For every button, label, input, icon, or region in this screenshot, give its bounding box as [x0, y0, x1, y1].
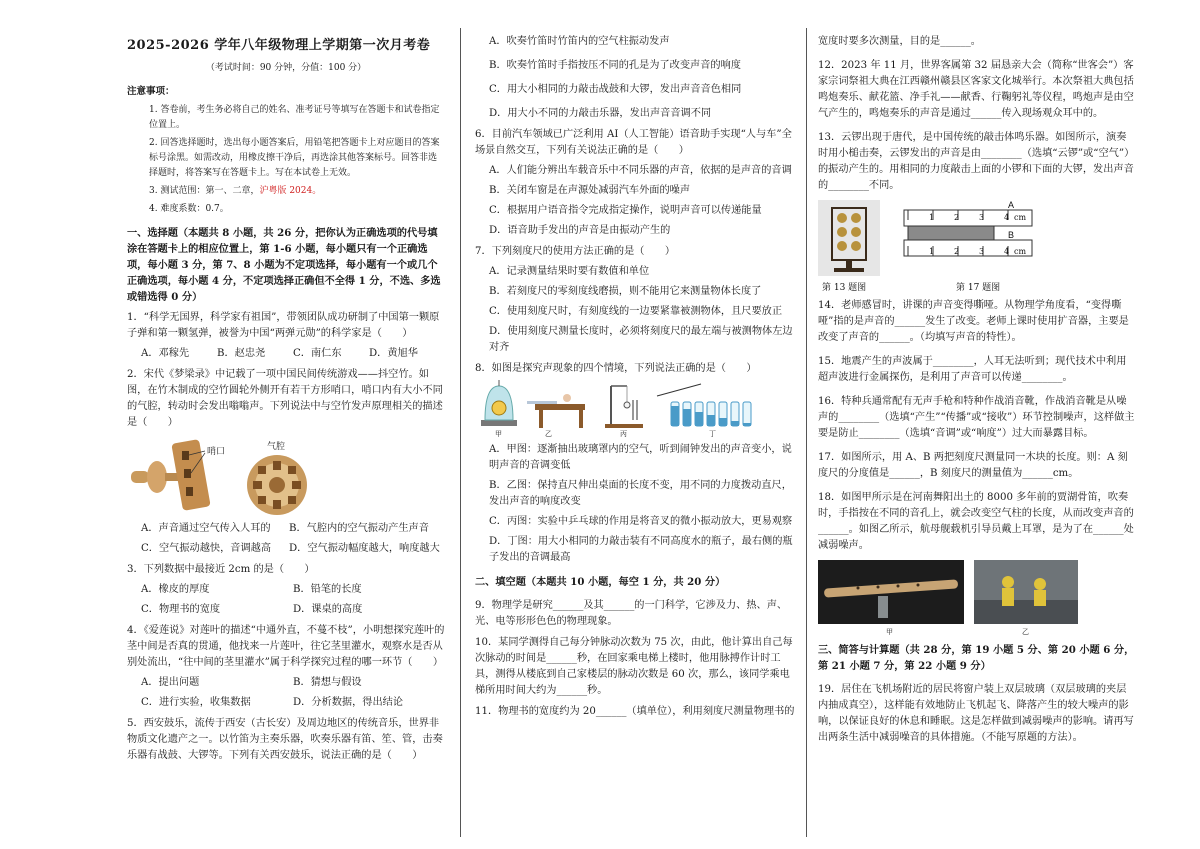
question-19: 19．居住在飞机场附近的居民将窗户装上双层玻璃（双层玻璃的夹层内抽成真空），这样能有效地防止飞机起飞、降落产生的较大噪声的影响，以保证良好的休息和睡眠。这是怎样做到减弱噪声的影响。请再写出两条生活中减弱噪音的具体措施。（不能写原题的方法）。	[818, 684, 1134, 743]
question-6: 6．目前汽车领域已广泛利用 AI（人工智能）语音助手实现“人与车”全场景自然交互，下列有关说法正确的是（ ）	[475, 129, 792, 156]
option-d: D．空气振动幅度越大，响度越大	[289, 543, 440, 554]
option-a: A．橡皮的厚度	[141, 584, 210, 595]
ruler-a-unit: cm	[1014, 213, 1027, 222]
option-d: D．黄旭华	[369, 348, 418, 359]
notes-heading: 注意事项：	[127, 86, 175, 97]
option-c: C．根据用户语音指令完成指定操作，说明声音可以传递能量	[489, 205, 762, 216]
diabolo-illustration	[127, 435, 445, 517]
exam-title: 2025-2026 学年八年级物理上学期第一次月考卷	[127, 38, 431, 53]
column-divider	[806, 28, 807, 837]
question-17: 17．如图所示，用 A、B 两把刻度尺测量同一木块的长度。则：A 刻度尺的分度值是______，B 刻度尺的测量值为______cm。	[818, 452, 1128, 479]
question-3-options-row1	[127, 582, 445, 598]
option-c: C．空气振动越快，音调越高	[141, 543, 272, 554]
ruler-b-tick-2: 2	[954, 247, 960, 256]
ruler-b	[904, 240, 1032, 256]
ruler-b-tick-1: 1	[929, 247, 935, 256]
option-c: C．丙图：实验中乒乓球的作用是将音叉的微小振动放大，更易观察	[489, 516, 793, 527]
option-c: C．使用刻度尺时，有刻度线的一边要紧靠被测物体，且尺要放正	[489, 306, 783, 317]
question-13: 13．云锣出现于唐代，是中国传统的敲击体鸣乐器。如图所示，演奏时用小槌击奏，云锣发出的声音是由________（选填“云锣”或“空气”）的振动产生的。用相同的力度敲击上面的小锣和下面的大锣，发出声音的________不同。	[818, 132, 1135, 191]
note-1: 1. 答卷前，考生务必将自己的姓名、准考证号等填写在答题卡和试卷指定位置上。	[149, 105, 440, 130]
column-2	[475, 0, 795, 849]
ruler-a-tick-2: 2	[954, 213, 960, 222]
option-a: A．甲图：逐渐抽出玻璃罩内的空气，听到闹钟发出的声音变小，说明声音的音调变低	[489, 444, 792, 471]
diabolo-side-image	[131, 439, 211, 511]
diabolo-top-image	[247, 455, 307, 515]
question-9: 9．物理学是研究______及其______的一门科学，它涉及力、热、声、光、电等形形色色的物理现象。	[475, 600, 788, 627]
question-11-part2: 宽度时要多次测量，目的是______。	[818, 36, 981, 47]
option-a: A．记录测量结果时要有数值和单位	[489, 266, 650, 277]
ruler-b-tick-4: 4	[1004, 247, 1010, 256]
option-a: A．提出问题	[141, 677, 200, 688]
figure-13-caption: 第 13 题图	[822, 283, 867, 292]
question-16: 16．特种兵通常配有无声手枪和特种作战消音靴，作战消音靴是从噪声的________（选填“产生”“传播”或“接收”）环节控制噪声，这样做主要是防止________（选填“音调”或“响度”）过大而暴露目标。	[818, 396, 1135, 439]
ruler-a-tick-3: 3	[979, 213, 985, 222]
wooden-block	[908, 226, 994, 240]
option-c: C．进行实验，收集数据	[141, 697, 251, 708]
option-b: B．铅笔的长度	[293, 584, 362, 595]
figure-label-bing: 丙	[620, 430, 627, 438]
question-4: 4．《爱莲说》对莲叶的描述“中通外直，不蔓不枝”，小明想探究莲叶的茎中间是否真的贯通，他找来一片莲叶，往它茎里灌水，观察水是否从别处流出，“往中间的茎里灌水”属于科学探究过程的哪一环节（ ）	[127, 625, 445, 668]
figure-18-label-yi: 乙	[1022, 628, 1029, 636]
ruler-b-tick-3: 3	[979, 247, 985, 256]
column-divider	[460, 28, 461, 837]
question-14: 14．老师感冒时，讲课的声音变得嘶哑。从物理学角度看，“变得嘶哑”指的是声音的______发生了改变。老师上课时使用扩音器，主要是改变了声音的______。（均填写声音的特性）。	[818, 300, 1129, 343]
ruler-a-tick-4: 4	[1004, 213, 1010, 222]
option-b: B．猜想与假设	[293, 677, 362, 688]
figure-18-label-jia: 甲	[886, 628, 893, 636]
option-a: A．声音通过空气传入人耳的	[141, 523, 271, 534]
ruler-b-unit: cm	[1014, 247, 1027, 256]
section-1-heading: 一、选择题（本题共 8 小题，共 26 分，把你认为正确选项的代号填涂在答题卡上的相应位置上，第 1-6 小题，每小题只有一个正确选项，每小题 3 分，第 7、8 小题为不定项选择，每小题有一个或几个正确选项，每小题 4 分，不定项选择正确但不全得 1 分，不选、多选或错选得 0 分）	[127, 227, 441, 303]
section-3-heading: 三、简答与计算题（共 28 分，第 19 小题 5 分、第 20 小题 6 分，第 21 小题 7 分，第 22 小题 9 分）	[818, 644, 1135, 672]
question-8: 8．如图是探究声现象的四个情境，下列说法正确的是（ ）	[475, 363, 757, 374]
ruler-a-tick-1: 1	[929, 213, 935, 222]
bone-flute-and-carrier-illustration	[818, 560, 1136, 636]
figure-label-jia: 甲	[495, 430, 502, 438]
option-b: B．若刻度尺的零刻度线磨损，则不能用它来测量物体长度了	[489, 286, 762, 297]
question-12: 12．2023 年 11 月，世界客属第 32 届恳亲大会（简称“世客会”）客家宗词祭祖大典在江西赣州赣县区客家文化城举行。本次祭祖大典包括鸣炮奏乐、献花篮、净手礼——献香、行鞠躬礼等仪程，鸣炮声是由空气产生的，鸣炮奏乐的声音是通过______传入现场观众耳中的。	[818, 60, 1134, 119]
carrier-deck-image	[974, 560, 1078, 624]
option-b: B．气腔内的空气振动产生声音	[289, 523, 429, 534]
option-d: D．语音助手发出的声音是由振动产生的	[489, 225, 671, 236]
option-d: D．使用刻度尺测量长度时，必须将刻度尺的最左端与被测物体左边对齐	[489, 326, 793, 353]
question-15: 15．地震产生的声波属于________，人耳无法听到；现代技术中利用超声波进行金属探伤，是利用了声音可以传递________。	[818, 356, 1127, 383]
ruler-on-desk-image	[527, 394, 585, 428]
figure-17-caption: 第 17 题图	[956, 283, 1001, 292]
question-4-options-row2	[127, 695, 445, 711]
option-b: B．吹奏竹笛时手指按压不同的孔是为了改变声音的响度	[489, 60, 741, 71]
figure-label-ding: 丁	[709, 430, 716, 438]
yunluo-image	[818, 200, 880, 276]
question-1: 1．“科学无国界，科学家有祖国”，带领团队成功研制了中国第一颗原子弹和第一颗氢弹，被誉为中国“两弹元勋”的科学家是（ ）	[127, 312, 440, 339]
option-d: D．丁图：用大小相同的力敲击装有不同高度水的瓶子，最右侧的瓶子发出的音调最高	[489, 536, 793, 563]
question-2-options-row1	[127, 521, 445, 537]
question-2-figure	[127, 435, 445, 517]
note-2: 2. 回答选择题时，选出每小题答案后，用铅笔把答题卡上对应题目的答案标号涂黑。如需改动，用橡皮擦干净后，再选涂其他答案标号。回答非选择题时，将答案写在答题卡上。写在本试卷上无效。	[149, 138, 440, 178]
figure-label-yi: 乙	[545, 430, 552, 438]
yunluo-and-rulers-illustration	[818, 200, 1136, 292]
ruler-a	[904, 210, 1032, 226]
section-2-heading: 二、填空题（本题共 10 小题，每空 1 分，共 20 分）	[475, 576, 726, 588]
question-3: 3．下列数据中最接近 2cm 的是（ ）	[127, 564, 315, 575]
question-11-part1: 11．物理书的宽度约为 20______（填单位），利用刻度尺测量物理书的	[475, 706, 795, 717]
ruler-b-label: B	[1008, 230, 1015, 240]
option-a: A．人们能分辨出车载音乐中不同乐器的声音，依据的是声音的音调	[489, 165, 792, 176]
question-8-figure	[475, 380, 795, 438]
ruler-a-label: A	[1008, 200, 1015, 210]
option-c: C．物理书的宽度	[141, 604, 221, 615]
question-18: 18．如图甲所示是在河南舞阳出土的 8000 多年前的贾湖骨笛，吹奏时，手指按在不同的音孔上，就会改变空气柱的长度，从而改变声音的______。如图乙所示，航母舰载机引导员戴上耳罩，是为了在______处减弱噪声。	[818, 492, 1134, 551]
bone-flute-image	[818, 560, 964, 624]
option-c: C．南仁东	[293, 348, 342, 359]
column-3	[818, 0, 1136, 849]
figure-18	[818, 560, 1136, 636]
option-b: B．乙图：保持直尺伸出桌面的长度不变，用不同的力度拨动直尺，发出声音的响度改变	[489, 480, 792, 507]
option-d: D．分析数据，得出结论	[293, 697, 404, 708]
bell-jar-image	[481, 380, 517, 426]
option-d: D．课桌的高度	[293, 604, 363, 615]
question-7: 7．下列刻度尺的使用方法正确的是（ ）	[475, 246, 676, 257]
note-3-edition: 沪粤版 2024。	[259, 186, 322, 196]
question-3-options-row2	[127, 602, 445, 618]
option-c: C．用大小相同的力敲击战鼓和大锣，发出声音音色相同	[489, 84, 742, 95]
option-d: D．用大小不同的力敲击乐器，发出声音音调不同	[489, 108, 712, 119]
note-4: 4. 难度系数：0.7。	[149, 204, 229, 214]
sound-experiments-illustration	[475, 380, 795, 438]
exam-subtitle: （考试时间：90 分钟，分值：100 分）	[205, 63, 367, 73]
water-bottles-image	[671, 402, 751, 426]
option-a: A．吹奏竹笛时竹笛内的空气柱振动发声	[489, 36, 670, 47]
option-b: B．赵忠尧	[217, 348, 266, 359]
option-b: B．关闭车窗是在声源处减弱汽车外面的噪声	[489, 185, 691, 196]
question-5: 5．西安鼓乐，流传于西安（古长安）及周边地区的传统音乐，世界非物质文化遗产之一。以竹笛为主奏乐器，吹奏乐器有笛、笙、管，击奏乐器有战鼓、大锣等。下列有关西安鼓乐，说法正确的是（ ）	[127, 718, 443, 761]
question-1-options	[127, 346, 445, 362]
note-3: 3. 测试范围：第一、二章，沪粤版 2024。	[149, 186, 322, 196]
column-1	[127, 0, 445, 849]
figures-13-17	[818, 200, 1136, 292]
question-4-options-row1	[127, 675, 445, 691]
question-2: 2．宋代《梦梁录》中记载了一项中国民间传统游戏——抖空竹。如图，在竹木制成的空竹圆轮外侧开有若干方形哨口，哨口内有大小不同的气腔，转动时会发出嗡嗡声。下列说法中与空竹发声原理相关的描述是（ ）	[127, 369, 443, 428]
question-10: 10．某同学测得自己每分钟脉动次数为 75 次，由此，他计算出自己每次脉动的时间是______秒，在回家乘电梯上楼时，他用脉搏作计时工具，测得从楼底到自己家楼层的脉动次数是 60 次，那么，该同学乘电梯所用时间大约为______秒。	[475, 637, 793, 696]
option-a: A．邓稼先	[141, 348, 190, 359]
question-2-options-row2	[127, 541, 445, 557]
label-air-cavity: 气腔	[267, 442, 286, 452]
label-whistle-mouth: 哨口	[207, 447, 226, 457]
